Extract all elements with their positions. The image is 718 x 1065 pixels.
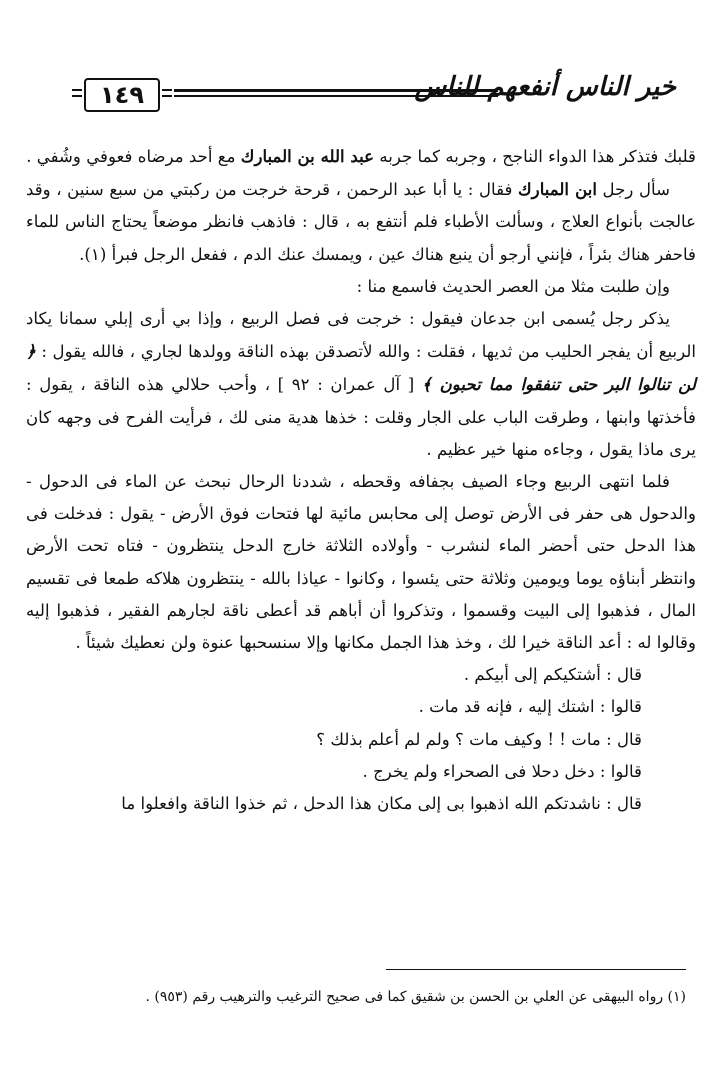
dialogue-line: قالوا : اشتك إليه ، فإنه قد مات . xyxy=(418,697,642,717)
dialogue-line: قال : أشتكيكم إلى أبيكم . xyxy=(463,665,642,685)
dialogue-line: قال : مات ! ! وكيف مات ؟ ولم لم أعلم بذلك ؟ xyxy=(316,729,642,749)
paragraph: قلبك فتذكر هذا الدواء الناجح ، وجربه كما جربه عبد الله بن المبارك مع أحد مرضاه فعوفي وشُفي . xyxy=(26,146,696,166)
paragraph: سأل رجل ابن المبارك فقال : يا أبا عبد الرحمن ، قرحة خرجت من ركبتي من سبع سنين ، وقد عالجت بأنواع العلاج ، وسألت الأطباء فلم أنتفع به ، قال : فاذهب فانظر موضعاً يحتاج الناس للماء فاحفر هناك بئراً ، فإنني أرجو أن ينبع هناك عين ، ويمسك عنك الدم ، ففعل الرجل فبرأ (١). xyxy=(26,179,697,264)
name-highlight: عبد الله بن المبارك xyxy=(240,146,375,166)
footnote-separator xyxy=(386,969,686,970)
dialogue-line: قالوا : دخل دحلا فى الصحراء ولم يخرج . xyxy=(362,761,642,781)
body-text xyxy=(26,140,696,820)
paragraph: فلما انتهى الربيع وجاء الصيف بجفافه وقحطه ، شددنا الرحال نبحث عن الماء فى الدحول - والدحول هى حفر فى الأرض توصل إلى محابس مائية لها فتحات فوق الأرض - يقول : فدخلت فى هذا الدحل حتى أحضر الماء لنشرب - وأولاده الثلاثة خارج الدحل ينتظرون - فتاه تحت الأرض وانتظر أبناؤه يوما ويومين وثلاثة حتى يئسوا ، وكانوا - عياذا بالله - ينتظرون هلاكه طمعا فى تقسيم المال ، فذهبوا إلى البيت وقسموا ، وتذكروا أن أباهم قد أعطى ناقة لجارهم الفقير ، فذهبوا إليه وقالوا له : أعد الناقة خيرا لك ، وخذ هذا الجمل مكانها وإلا سنسحبها عنوة ولن نعطيك شيئاً . xyxy=(26,472,696,653)
name-highlight: ابن المبارك xyxy=(518,179,597,200)
page-header xyxy=(70,70,682,118)
quran-verse: ﴿ لن تنالوا البر حتى تنفقوا مما تحبون ﴾ xyxy=(26,341,696,395)
paragraph: وإن طلبت مثلا من العصر الحديث فاسمع منا : xyxy=(356,276,670,296)
footnote: (١) رواه البيهقى عن العلي بن الحسن بن شقيق كما فى صحيح الترغيب والترهيب رقم (٩٥٣) . xyxy=(145,989,686,1005)
running-title: خير الناس أنفعهم للناس xyxy=(414,72,676,102)
dialogue-line: قال : ناشدتكم الله اذهبوا بى إلى مكان هذا الدحل ، ثم خذوا الناقة وافعلوا ما xyxy=(121,794,642,814)
page-number: ١٤٩ xyxy=(84,78,160,112)
paragraph: يذكر رجل يُسمى ابن جدعان فيقول : خرجت فى فصل الربيع ، وإذا بي أرى إبلي سمانا يكاد الربيع أن يفجر الحليب من ثديها ، فقلت : والله لأتصدقن بهذه الناقة وولدها لجاري ، فالله يقول : ﴿ لن تنالوا البر حتى تنفقوا مما تحبون ﴾ [ آل عمران : ٩٢ ] ، وأحب حلالي هذه الناقة ، يقول : فأخذتها وابنها ، وطرقت الباب على الجار وقلت : خذها هدية منى لك ، فرأيت الفرح فى وجهه كان يرى ماذا يقول ، وجاءه منها خير عظيم . xyxy=(26,309,696,459)
